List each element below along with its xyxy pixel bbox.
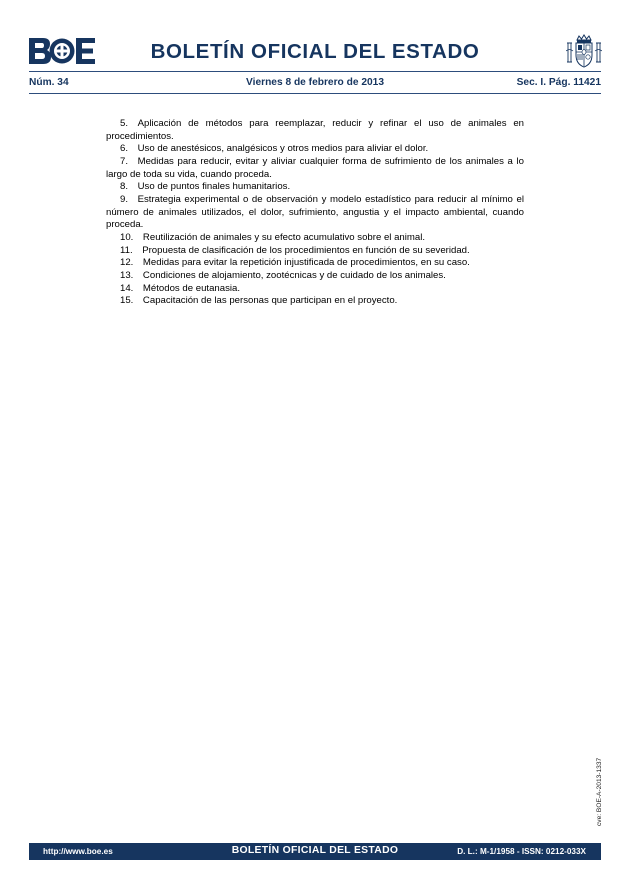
header-bottom-rule (29, 93, 601, 94)
document-body (106, 118, 524, 308)
footer-url-link[interactable]: http://www.boe.es (43, 847, 113, 856)
list-item: 5. Aplicación de métodos para reemplazar, reducir y refinar el uso de animales en procedimientos. (106, 118, 524, 142)
list-item: 15. Capacitación de las personas que participan en el proyecto. (120, 295, 398, 307)
list-item: 12. Medidas para evitar la repetición injustificada de procedimientos, en su caso. (120, 257, 470, 269)
list-item: 11. Propuesta de clasificación de los procedimientos en función de su severidad. (120, 244, 470, 256)
header-top-rule (29, 71, 601, 72)
list-item: 13. Condiciones de alojamiento, zootécnicas y de cuidado de los animales. (120, 269, 446, 281)
coat-of-arms-icon (566, 34, 602, 68)
issue-number: Núm. 34 (29, 77, 69, 88)
list-item: 8. Uso de puntos finales humanitarios. (120, 181, 291, 193)
issue-date: Viernes 8 de febrero de 2013 (246, 77, 384, 88)
publication-title: BOLETÍN OFICIAL DEL ESTADO (150, 40, 480, 63)
list-item: 10. Reutilización de animales y su efecto acumulativo sobre el animal. (120, 231, 426, 243)
footer-legal: D. L.: M-1/1958 - ISSN: 0212-033X (457, 847, 586, 856)
section-page: Sec. I. Pág. 11421 (516, 77, 601, 88)
footer-bar (29, 843, 601, 860)
list-item: 9. Estrategia experimental o de observación y modelo estadístico para reducir al mínimo el número de animales utilizados, el dolor, sufrimiento, angustia y el impacto ambiental, cuando proceda. (106, 193, 524, 231)
footer-title: BOLETÍN OFICIAL DEL ESTADO (231, 845, 399, 856)
list-item: 6. Uso de anestésicos, analgésicos y otros medios para aliviar el dolor. (120, 143, 429, 155)
list-item: 7. Medidas para reducir, evitar y aliviar cualquier forma de sufrimiento de los animales a lo largo de toda su vida, cuando proceda. (106, 155, 524, 180)
boe-logo (29, 38, 95, 64)
cve-text: cve: BOE-A-2013-1337 (596, 757, 603, 826)
issue-header (29, 77, 601, 89)
list-item: 14. Métodos de eutanasia. (120, 282, 241, 294)
